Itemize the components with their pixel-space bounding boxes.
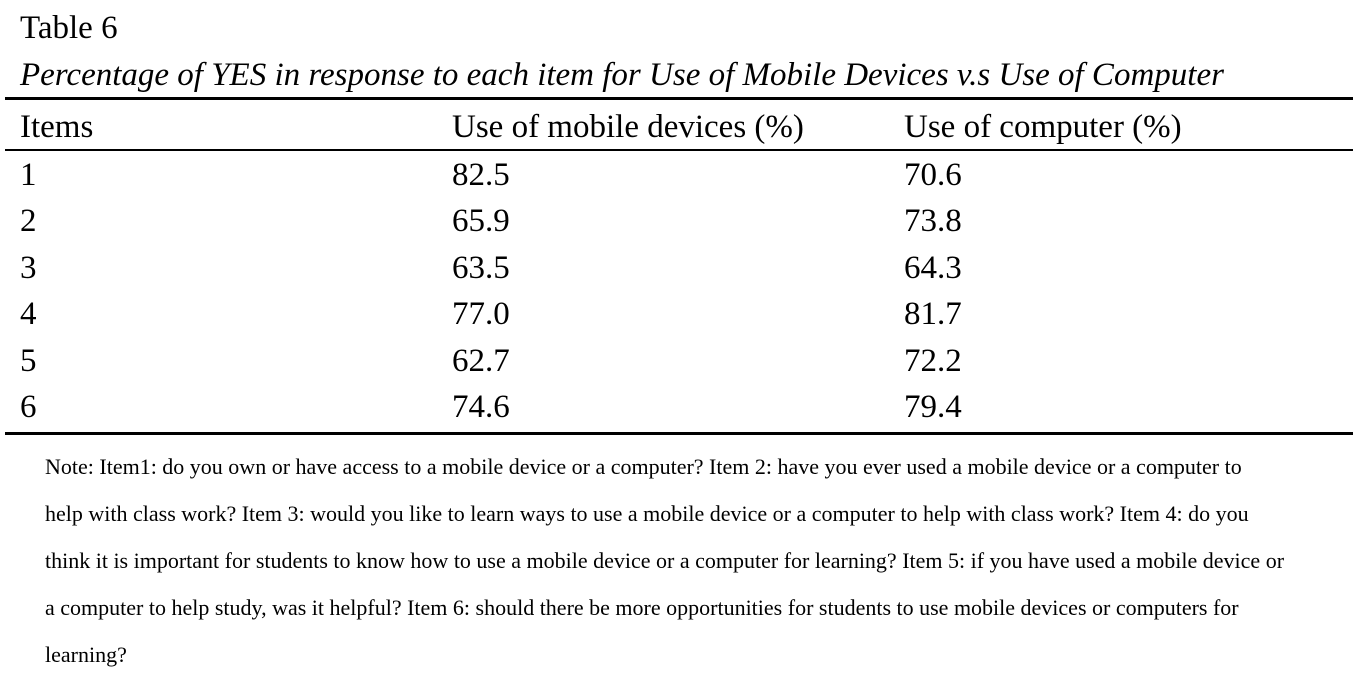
table-label: Table 6 bbox=[20, 10, 118, 46]
table-title: Percentage of YES in response to each item for Use of Mobile Devices v.s Use of Computer bbox=[20, 57, 1224, 93]
row-computer-value: 64.3 bbox=[904, 250, 962, 286]
table-row bbox=[0, 294, 1354, 334]
table-row bbox=[0, 387, 1354, 427]
row-computer-value: 70.6 bbox=[904, 157, 962, 193]
row-computer-value: 79.4 bbox=[904, 389, 962, 425]
row-mobile-value: 77.0 bbox=[452, 296, 510, 332]
row-item: 4 bbox=[20, 296, 37, 332]
header-rule bbox=[5, 149, 1353, 151]
table-row bbox=[0, 201, 1354, 241]
header-row bbox=[0, 107, 1354, 147]
row-mobile-value: 82.5 bbox=[452, 157, 510, 193]
row-mobile-value: 74.6 bbox=[452, 389, 510, 425]
row-item: 5 bbox=[20, 343, 37, 379]
row-item: 6 bbox=[20, 389, 37, 425]
header-items: Items bbox=[20, 109, 94, 145]
row-mobile-value: 65.9 bbox=[452, 203, 510, 239]
row-mobile-value: 62.7 bbox=[452, 343, 510, 379]
table-row bbox=[0, 248, 1354, 288]
row-computer-value: 73.8 bbox=[904, 203, 962, 239]
row-mobile-value: 63.5 bbox=[452, 250, 510, 286]
bottom-rule bbox=[5, 432, 1353, 435]
header-computer: Use of computer (%) bbox=[904, 109, 1182, 145]
row-item: 1 bbox=[20, 157, 37, 193]
row-computer-value: 81.7 bbox=[904, 296, 962, 332]
row-item: 2 bbox=[20, 203, 37, 239]
table-row bbox=[0, 155, 1354, 195]
table-note: Note: Item1: do you own or have access to a mobile device or a computer? Item 2: have you ever used a mobile device or a computer to help with class work? Item 3: would you like to learn ways to use a mobile device or a computer to help with class work? Item 4: do you think it is important for students to know how to use a mobile device or a computer for learning? Item 5: if you have used a mobile device or a computer to help study, was it helpful? Item 6: should there be more opportunities for students to use mobile devices or computers for learning? bbox=[45, 454, 1285, 667]
header-mobile-devices: Use of mobile devices (%) bbox=[452, 109, 804, 145]
top-rule bbox=[5, 97, 1353, 100]
row-item: 3 bbox=[20, 250, 37, 286]
row-computer-value: 72.2 bbox=[904, 343, 962, 379]
table-row bbox=[0, 341, 1354, 381]
